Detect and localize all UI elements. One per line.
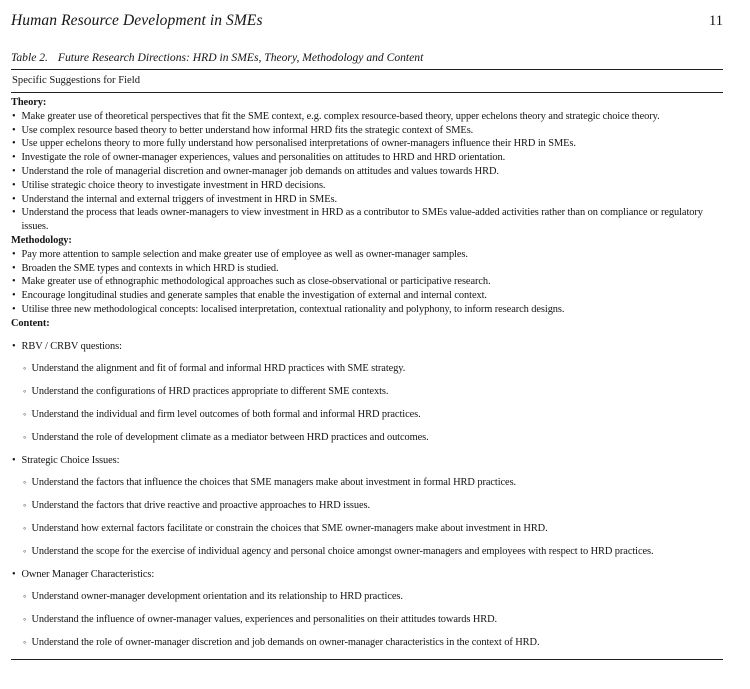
- bullet-icon: •: [12, 152, 16, 164]
- bullet-text: Understand the internal and external triggers of investment in HRD in SMEs.: [21, 193, 337, 205]
- sub-bullet-item: [22, 636, 723, 650]
- table-column-header: Specific Suggestions for Field: [12, 75, 140, 86]
- group-label-item: [11, 340, 723, 354]
- sub-bullet-text: Understand the configurations of HRD practices appropriate to different SME contexts.: [31, 386, 389, 398]
- circle-icon: ◦: [23, 522, 27, 533]
- bullet-icon: •: [12, 568, 16, 580]
- sub-bullet-text: Understand the factors that drive reactive and proactive approaches to HRD issues.: [31, 500, 371, 512]
- bullet-icon: •: [12, 165, 16, 177]
- bullet-text: Use upper echelons theory to more fully understand how personalised interpretations of owner-managers influence their HRD in SMEs.: [21, 138, 576, 150]
- sub-bullet-text: Understand the individual and firm level outcomes of both formal and informal HRD practices.: [31, 408, 421, 420]
- content-group-rbv: [11, 340, 723, 445]
- bullet-icon: •: [12, 262, 16, 274]
- sub-bullet-item: [22, 362, 723, 376]
- sub-bullet-item: [22, 499, 723, 513]
- circle-icon: ◦: [23, 431, 27, 442]
- bullet-text: Utilise strategic choice theory to investigate investment in HRD decisions.: [21, 179, 326, 191]
- group-label-item: [11, 568, 723, 582]
- sub-bullet-item: [22, 522, 723, 536]
- bullet-item: [11, 193, 723, 207]
- bullet-item: [11, 165, 723, 179]
- table-caption: [11, 51, 723, 64]
- sub-bullet-item: [22, 408, 723, 422]
- table-header-rule: [11, 92, 723, 93]
- bullet-item: [11, 248, 723, 262]
- section-heading-content: Content:: [11, 317, 50, 329]
- bullet-icon: •: [12, 138, 16, 150]
- bullet-item: [11, 179, 723, 193]
- bullet-icon: •: [12, 290, 16, 302]
- sub-bullet-text: Understand the alignment and fit of formal and informal HRD practices with SME strategy.: [31, 363, 406, 375]
- page-number: 11: [709, 13, 723, 29]
- sub-bullet-text: Understand the role of development climate as a mediator between HRD practices and outcomes.: [31, 431, 429, 443]
- circle-icon: ◦: [23, 363, 27, 374]
- methodology-list: [11, 248, 723, 317]
- bullet-text: Utilise three new methodological concepts: localised interpretation, contextual rationality and polyphony, to inform research designs.: [21, 303, 565, 315]
- sub-bullet-item: [22, 613, 723, 627]
- sub-bullet-text: Understand the scope for the exercise of individual agency and personal choice amongst owner-managers and employees with respect to HRD practices.: [31, 545, 654, 557]
- bullet-text: Pay more attention to sample selection and make greater use of employee as well as owner-manager samples.: [21, 248, 468, 260]
- content-group-strategic-choice: [11, 454, 723, 559]
- table-caption-label: Table 2.: [11, 51, 48, 64]
- circle-icon: ◦: [23, 386, 27, 397]
- bullet-text: Encourage longitudinal studies and generate samples that enable the investigation of external and internal context.: [21, 290, 487, 302]
- bullet-item: [11, 151, 723, 165]
- content-group-owner-manager: [11, 568, 723, 650]
- bullet-icon: •: [12, 454, 16, 466]
- circle-icon: ◦: [23, 500, 27, 511]
- sub-bullet-text: Understand the influence of owner-manager values, experiences and personalities on their attitudes towards HRD.: [31, 614, 498, 626]
- sub-bullet-item: [22, 431, 723, 445]
- running-title: Human Resource Development in SMEs: [11, 12, 263, 29]
- bullet-icon: •: [12, 124, 16, 136]
- bullet-icon: •: [12, 276, 16, 288]
- circle-icon: ◦: [23, 545, 27, 556]
- bullet-text: Understand the process that leads owner-managers to view investment in HRD as a contributor to SMEs value-added activities rather than on compliance or regulatory issues.: [21, 207, 703, 233]
- table-body: [11, 96, 723, 660]
- bullet-icon: •: [12, 193, 16, 205]
- table-caption-text: Future Research Directions: HRD in SMEs, Theory, Methodology and Content: [57, 51, 424, 64]
- bullet-item: [11, 124, 723, 138]
- bullet-icon: •: [12, 179, 16, 191]
- sub-bullet-text: Understand owner-manager development orientation and its relationship to HRD practices.: [31, 591, 403, 603]
- bullet-icon: •: [12, 248, 16, 260]
- bullet-text: Investigate the role of owner-manager experiences, values and personalities on attitudes to HRD and HRD orientation.: [21, 152, 506, 164]
- circle-icon: ◦: [23, 477, 27, 488]
- group-label: Strategic Choice Issues:: [21, 454, 120, 466]
- sub-bullet-item: [22, 590, 723, 604]
- bullet-text: Make greater use of ethnographic methodological approaches such as close-observational or participative research.: [21, 276, 491, 288]
- sub-bullet-text: Understand the role of owner-manager discretion and job demands on owner-manager characteristics in the context of HRD.: [31, 636, 540, 648]
- bullet-text: Make greater use of theoretical perspectives that fit the SME context, e.g. complex resource-based theory, upper echelons theory and strategic choice theory.: [21, 110, 660, 122]
- sub-bullet-item: [22, 545, 723, 559]
- bullet-text: Use complex resource based theory to better understand how informal HRD fits the strategic context of SMEs.: [21, 124, 474, 136]
- circle-icon: ◦: [23, 636, 27, 647]
- bullet-icon: •: [12, 340, 16, 352]
- bullet-item: [11, 110, 723, 124]
- page-header: [11, 12, 723, 30]
- circle-icon: ◦: [23, 591, 27, 602]
- theory-list: [11, 110, 723, 234]
- section-heading-methodology: Methodology:: [11, 234, 72, 246]
- bullet-item: [11, 289, 723, 303]
- bullet-item: [11, 262, 723, 276]
- sub-bullet-item: [22, 476, 723, 490]
- group-label: RBV / CRBV questions:: [21, 340, 122, 352]
- group-label: Owner Manager Characteristics:: [21, 568, 155, 580]
- section-heading-theory: Theory:: [11, 97, 47, 108]
- sub-bullet-text: Understand the factors that influence the choices that SME managers make about investment in formal HRD practices.: [31, 477, 517, 489]
- table-bottom-rule: [11, 659, 723, 660]
- bullet-icon: •: [12, 207, 16, 219]
- circle-icon: ◦: [23, 614, 27, 625]
- bullet-item: [11, 206, 723, 234]
- bullet-item: [11, 303, 723, 317]
- bullet-item: [11, 137, 723, 151]
- content-groups: [11, 340, 723, 650]
- group-label-item: [11, 454, 723, 468]
- circle-icon: ◦: [23, 408, 27, 419]
- bullet-icon: •: [12, 110, 16, 122]
- sub-bullet-item: [22, 385, 723, 399]
- sub-bullet-text: Understand how external factors facilitate or constrain the choices that SME owner-managers make about investment in HRD.: [31, 522, 548, 534]
- bullet-icon: •: [12, 303, 16, 315]
- bullet-text: Understand the role of managerial discretion and owner-manager job demands on attitudes and values towards HRD.: [21, 165, 499, 177]
- bullet-item: [11, 275, 723, 289]
- bullet-text: Broaden the SME types and contexts in which HRD is studied.: [21, 262, 279, 274]
